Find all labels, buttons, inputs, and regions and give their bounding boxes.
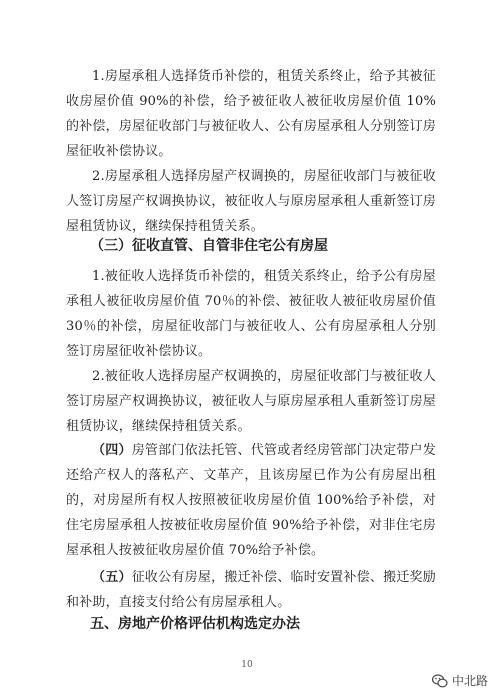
wechat-icon [432,674,448,688]
paragraph-5 [66,438,436,563]
paragraph-1: 1.房屋承租人选择货币补偿的，租赁关系终止，给予其被征收房屋价值 90%的补偿，给予被征收人被征收房屋价值 10%的补偿，房屋征收部门与被征收人、公有房屋承租人分别签订房屋征收补偿协议。 [66,69,436,159]
paragraph-4: 2.被征收人选择房屋产权调换的，房屋征收部门与被征收人签订房屋产权调换协议，被征收人与原房屋承租人重新签订房屋租赁协议，继续保持租赁关系。 [66,369,436,434]
section-heading-5: 五、房地产价格评估机构选定办法 [90,616,300,632]
paragraph-5-text: 房管部门依法托管、代管或者经房管部门决定带户发还给产权人的落私产、文革产，且该房屋已作为公有房屋出租的，对房屋所有权人按照被征收房屋价值 100%给予补偿，对住宅房屋承租人按被征收房屋价值 90%给予补偿，对非住宅房屋承租人按被征收房屋价值 70%给予补偿。 [66,443,436,558]
paragraph-2: 2.房屋承租人选择房屋产权调换的，房屋征收部门与被征收人签订房屋产权调换协议，被征收人与原房屋承租人重新签订房屋租赁协议，继续保持租赁关系。 [66,169,436,234]
watermark [432,672,488,689]
paragraph-6-text: 征收公有房屋，搬迁补偿、临时安置补偿、搬迁奖励和补助，直接支付给公有房屋承租人。 [66,570,436,610]
section-heading-3: （三）征收直管、自管非住宅公有房屋 [90,238,328,254]
section-label-5: （五） [92,570,132,585]
section-label-4: （四） [92,443,132,458]
page-number: 10 [241,660,253,670]
paragraph-3: 1.被征收人选择货币补偿的，租赁关系终止，给予公有房屋承租人被征收房屋价值 70％的补偿、被征收人被征收房屋价值 30％的补偿，房屋征收部门与被征收人、公有房屋承租人分别签订房屋征收补偿协议。 [66,269,436,359]
watermark-text: 中北路 [451,674,488,688]
paragraph-6 [66,565,436,615]
